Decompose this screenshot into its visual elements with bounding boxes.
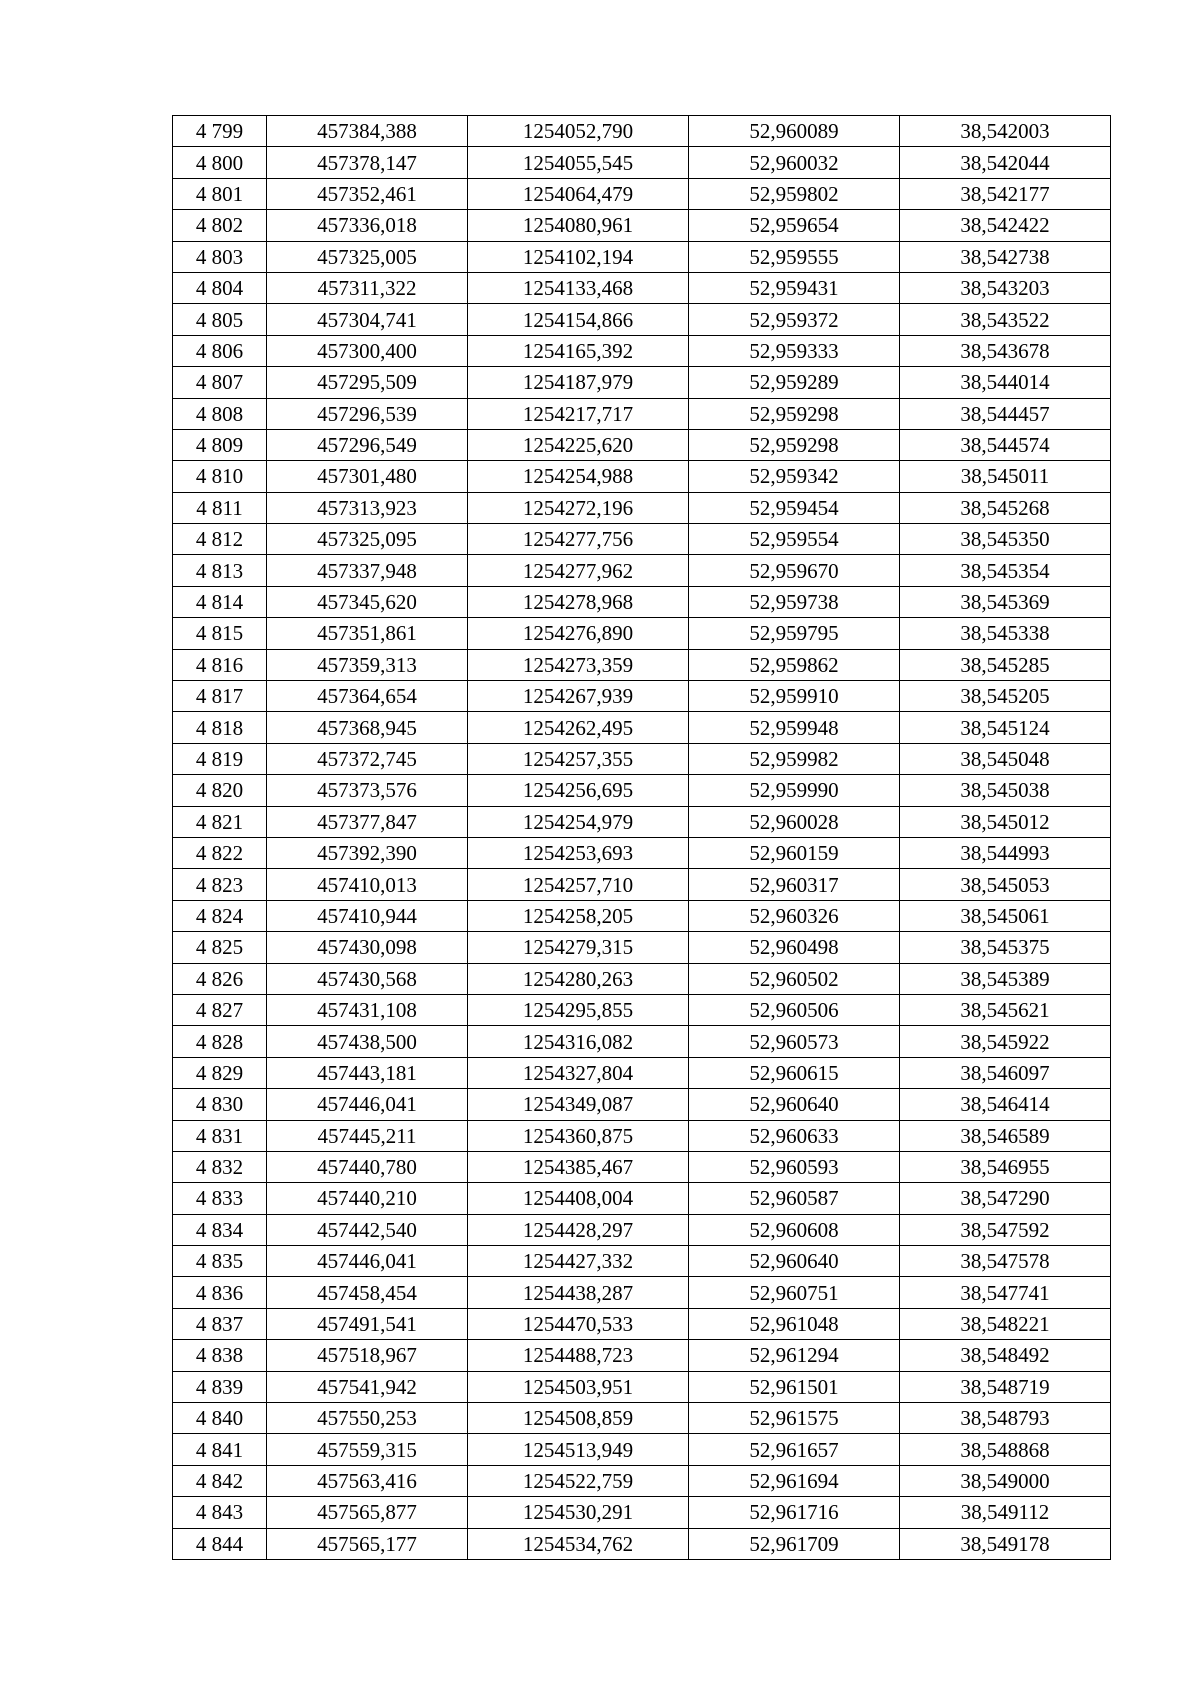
x-coordinate-cell: 457311,322 <box>267 272 468 303</box>
point-number-cell: 4 809 <box>173 429 267 460</box>
longitude-cell: 38,548793 <box>900 1403 1111 1434</box>
y-coordinate-cell: 1254102,194 <box>468 241 689 272</box>
x-coordinate-cell: 457445,211 <box>267 1120 468 1151</box>
latitude-cell: 52,959910 <box>689 681 900 712</box>
table-row <box>173 1308 1111 1339</box>
x-coordinate-cell: 457373,576 <box>267 775 468 806</box>
longitude-cell: 38,549112 <box>900 1497 1111 1528</box>
point-number-cell: 4 840 <box>173 1403 267 1434</box>
latitude-cell: 52,961048 <box>689 1308 900 1339</box>
table-row <box>173 1214 1111 1245</box>
table-row <box>173 1151 1111 1182</box>
longitude-cell: 38,546589 <box>900 1120 1111 1151</box>
point-number-cell: 4 844 <box>173 1528 267 1559</box>
point-number-cell: 4 816 <box>173 649 267 680</box>
table-row <box>173 994 1111 1025</box>
y-coordinate-cell: 1254385,467 <box>468 1151 689 1182</box>
table-row <box>173 1120 1111 1151</box>
longitude-cell: 38,545389 <box>900 963 1111 994</box>
point-number-cell: 4 821 <box>173 806 267 837</box>
x-coordinate-cell: 457313,923 <box>267 492 468 523</box>
point-number-cell: 4 835 <box>173 1246 267 1277</box>
longitude-cell: 38,545038 <box>900 775 1111 806</box>
x-coordinate-cell: 457430,098 <box>267 932 468 963</box>
x-coordinate-cell: 457430,568 <box>267 963 468 994</box>
point-number-cell: 4 841 <box>173 1434 267 1465</box>
latitude-cell: 52,960028 <box>689 806 900 837</box>
y-coordinate-cell: 1254427,332 <box>468 1246 689 1277</box>
point-number-cell: 4 830 <box>173 1089 267 1120</box>
table-row <box>173 210 1111 241</box>
x-coordinate-cell: 457563,416 <box>267 1465 468 1496</box>
latitude-cell: 52,960317 <box>689 869 900 900</box>
longitude-cell: 38,545350 <box>900 524 1111 555</box>
x-coordinate-cell: 457301,480 <box>267 461 468 492</box>
latitude-cell: 52,959333 <box>689 335 900 366</box>
table-row <box>173 1434 1111 1465</box>
table-row <box>173 178 1111 209</box>
latitude-cell: 52,959298 <box>689 429 900 460</box>
y-coordinate-cell: 1254273,359 <box>468 649 689 680</box>
table-row <box>173 461 1111 492</box>
latitude-cell: 52,960032 <box>689 147 900 178</box>
x-coordinate-cell: 457410,944 <box>267 900 468 931</box>
point-number-cell: 4 820 <box>173 775 267 806</box>
point-number-cell: 4 814 <box>173 586 267 617</box>
latitude-cell: 52,961501 <box>689 1371 900 1402</box>
y-coordinate-cell: 1254438,287 <box>468 1277 689 1308</box>
point-number-cell: 4 822 <box>173 837 267 868</box>
table-row <box>173 743 1111 774</box>
table-row <box>173 398 1111 429</box>
x-coordinate-cell: 457442,540 <box>267 1214 468 1245</box>
point-number-cell: 4 823 <box>173 869 267 900</box>
x-coordinate-cell: 457325,005 <box>267 241 468 272</box>
x-coordinate-cell: 457296,549 <box>267 429 468 460</box>
longitude-cell: 38,545621 <box>900 994 1111 1025</box>
longitude-cell: 38,548868 <box>900 1434 1111 1465</box>
latitude-cell: 52,959862 <box>689 649 900 680</box>
y-coordinate-cell: 1254257,710 <box>468 869 689 900</box>
y-coordinate-cell: 1254276,890 <box>468 618 689 649</box>
table-row <box>173 1465 1111 1496</box>
table-row <box>173 1340 1111 1371</box>
y-coordinate-cell: 1254272,196 <box>468 492 689 523</box>
x-coordinate-cell: 457458,454 <box>267 1277 468 1308</box>
x-coordinate-cell: 457364,654 <box>267 681 468 712</box>
table-row <box>173 1246 1111 1277</box>
latitude-cell: 52,960502 <box>689 963 900 994</box>
point-number-cell: 4 819 <box>173 743 267 774</box>
y-coordinate-cell: 1254253,693 <box>468 837 689 868</box>
latitude-cell: 52,959431 <box>689 272 900 303</box>
point-number-cell: 4 803 <box>173 241 267 272</box>
longitude-cell: 38,542044 <box>900 147 1111 178</box>
longitude-cell: 38,548719 <box>900 1371 1111 1402</box>
x-coordinate-cell: 457300,400 <box>267 335 468 366</box>
x-coordinate-cell: 457351,861 <box>267 618 468 649</box>
y-coordinate-cell: 1254280,263 <box>468 963 689 994</box>
point-number-cell: 4 837 <box>173 1308 267 1339</box>
longitude-cell: 38,545205 <box>900 681 1111 712</box>
latitude-cell: 52,960633 <box>689 1120 900 1151</box>
latitude-cell: 52,960751 <box>689 1277 900 1308</box>
longitude-cell: 38,545061 <box>900 900 1111 931</box>
longitude-cell: 38,544574 <box>900 429 1111 460</box>
point-number-cell: 4 833 <box>173 1183 267 1214</box>
table-row <box>173 837 1111 868</box>
y-coordinate-cell: 1254534,762 <box>468 1528 689 1559</box>
latitude-cell: 52,959298 <box>689 398 900 429</box>
table-row <box>173 618 1111 649</box>
y-coordinate-cell: 1254217,717 <box>468 398 689 429</box>
longitude-cell: 38,545922 <box>900 1026 1111 1057</box>
point-number-cell: 4 811 <box>173 492 267 523</box>
longitude-cell: 38,543522 <box>900 304 1111 335</box>
point-number-cell: 4 827 <box>173 994 267 1025</box>
y-coordinate-cell: 1254257,355 <box>468 743 689 774</box>
y-coordinate-cell: 1254279,315 <box>468 932 689 963</box>
table-row <box>173 869 1111 900</box>
x-coordinate-cell: 457431,108 <box>267 994 468 1025</box>
y-coordinate-cell: 1254349,087 <box>468 1089 689 1120</box>
y-coordinate-cell: 1254052,790 <box>468 116 689 147</box>
table-row <box>173 963 1111 994</box>
x-coordinate-cell: 457336,018 <box>267 210 468 241</box>
latitude-cell: 52,960615 <box>689 1057 900 1088</box>
x-coordinate-cell: 457518,967 <box>267 1340 468 1371</box>
y-coordinate-cell: 1254522,759 <box>468 1465 689 1496</box>
table-row <box>173 524 1111 555</box>
latitude-cell: 52,960640 <box>689 1089 900 1120</box>
longitude-cell: 38,542177 <box>900 178 1111 209</box>
point-number-cell: 4 801 <box>173 178 267 209</box>
longitude-cell: 38,542738 <box>900 241 1111 272</box>
latitude-cell: 52,959342 <box>689 461 900 492</box>
latitude-cell: 52,959554 <box>689 524 900 555</box>
y-coordinate-cell: 1254133,468 <box>468 272 689 303</box>
y-coordinate-cell: 1254254,979 <box>468 806 689 837</box>
latitude-cell: 52,960506 <box>689 994 900 1025</box>
longitude-cell: 38,546414 <box>900 1089 1111 1120</box>
table-row <box>173 900 1111 931</box>
x-coordinate-cell: 457440,210 <box>267 1183 468 1214</box>
x-coordinate-cell: 457446,041 <box>267 1089 468 1120</box>
point-number-cell: 4 799 <box>173 116 267 147</box>
x-coordinate-cell: 457372,745 <box>267 743 468 774</box>
y-coordinate-cell: 1254055,545 <box>468 147 689 178</box>
longitude-cell: 38,544457 <box>900 398 1111 429</box>
longitude-cell: 38,545048 <box>900 743 1111 774</box>
point-number-cell: 4 805 <box>173 304 267 335</box>
table-row <box>173 1528 1111 1559</box>
x-coordinate-cell: 457438,500 <box>267 1026 468 1057</box>
y-coordinate-cell: 1254508,859 <box>468 1403 689 1434</box>
longitude-cell: 38,545354 <box>900 555 1111 586</box>
latitude-cell: 52,961294 <box>689 1340 900 1371</box>
longitude-cell: 38,545012 <box>900 806 1111 837</box>
x-coordinate-cell: 457352,461 <box>267 178 468 209</box>
point-number-cell: 4 815 <box>173 618 267 649</box>
x-coordinate-cell: 457378,147 <box>267 147 468 178</box>
latitude-cell: 52,959795 <box>689 618 900 649</box>
latitude-cell: 52,960593 <box>689 1151 900 1182</box>
table-row <box>173 147 1111 178</box>
table-row <box>173 1183 1111 1214</box>
point-number-cell: 4 839 <box>173 1371 267 1402</box>
point-number-cell: 4 826 <box>173 963 267 994</box>
latitude-cell: 52,959802 <box>689 178 900 209</box>
point-number-cell: 4 818 <box>173 712 267 743</box>
y-coordinate-cell: 1254277,756 <box>468 524 689 555</box>
longitude-cell: 38,545011 <box>900 461 1111 492</box>
longitude-cell: 38,548221 <box>900 1308 1111 1339</box>
y-coordinate-cell: 1254295,855 <box>468 994 689 1025</box>
y-coordinate-cell: 1254154,866 <box>468 304 689 335</box>
table-row <box>173 681 1111 712</box>
table-row <box>173 649 1111 680</box>
point-number-cell: 4 800 <box>173 147 267 178</box>
table-row <box>173 1026 1111 1057</box>
table-row <box>173 775 1111 806</box>
y-coordinate-cell: 1254488,723 <box>468 1340 689 1371</box>
longitude-cell: 38,546955 <box>900 1151 1111 1182</box>
table-row <box>173 492 1111 523</box>
y-coordinate-cell: 1254428,297 <box>468 1214 689 1245</box>
latitude-cell: 52,960498 <box>689 932 900 963</box>
point-number-cell: 4 836 <box>173 1277 267 1308</box>
longitude-cell: 38,548492 <box>900 1340 1111 1371</box>
x-coordinate-cell: 457559,315 <box>267 1434 468 1465</box>
latitude-cell: 52,960573 <box>689 1026 900 1057</box>
point-number-cell: 4 807 <box>173 367 267 398</box>
x-coordinate-cell: 457565,877 <box>267 1497 468 1528</box>
x-coordinate-cell: 457337,948 <box>267 555 468 586</box>
table-row <box>173 429 1111 460</box>
latitude-cell: 52,960608 <box>689 1214 900 1245</box>
longitude-cell: 38,544993 <box>900 837 1111 868</box>
longitude-cell: 38,545285 <box>900 649 1111 680</box>
y-coordinate-cell: 1254225,620 <box>468 429 689 460</box>
y-coordinate-cell: 1254080,961 <box>468 210 689 241</box>
table-row <box>173 1277 1111 1308</box>
table-row <box>173 1403 1111 1434</box>
longitude-cell: 38,545369 <box>900 586 1111 617</box>
x-coordinate-cell: 457443,181 <box>267 1057 468 1088</box>
longitude-cell: 38,549000 <box>900 1465 1111 1496</box>
point-number-cell: 4 808 <box>173 398 267 429</box>
point-number-cell: 4 834 <box>173 1214 267 1245</box>
point-number-cell: 4 806 <box>173 335 267 366</box>
latitude-cell: 52,959372 <box>689 304 900 335</box>
point-number-cell: 4 828 <box>173 1026 267 1057</box>
point-number-cell: 4 812 <box>173 524 267 555</box>
x-coordinate-cell: 457377,847 <box>267 806 468 837</box>
point-number-cell: 4 838 <box>173 1340 267 1371</box>
latitude-cell: 52,960640 <box>689 1246 900 1277</box>
x-coordinate-cell: 457440,780 <box>267 1151 468 1182</box>
latitude-cell: 52,960587 <box>689 1183 900 1214</box>
longitude-cell: 38,545053 <box>900 869 1111 900</box>
point-number-cell: 4 817 <box>173 681 267 712</box>
latitude-cell: 52,961716 <box>689 1497 900 1528</box>
x-coordinate-cell: 457565,177 <box>267 1528 468 1559</box>
x-coordinate-cell: 457392,390 <box>267 837 468 868</box>
coordinates-table <box>172 115 1111 1560</box>
y-coordinate-cell: 1254327,804 <box>468 1057 689 1088</box>
x-coordinate-cell: 457345,620 <box>267 586 468 617</box>
latitude-cell: 52,959654 <box>689 210 900 241</box>
latitude-cell: 52,961575 <box>689 1403 900 1434</box>
longitude-cell: 38,545375 <box>900 932 1111 963</box>
latitude-cell: 52,961694 <box>689 1465 900 1496</box>
x-coordinate-cell: 457550,253 <box>267 1403 468 1434</box>
table-row <box>173 555 1111 586</box>
x-coordinate-cell: 457410,013 <box>267 869 468 900</box>
table-row <box>173 1057 1111 1088</box>
y-coordinate-cell: 1254262,495 <box>468 712 689 743</box>
x-coordinate-cell: 457359,313 <box>267 649 468 680</box>
y-coordinate-cell: 1254278,968 <box>468 586 689 617</box>
longitude-cell: 38,547741 <box>900 1277 1111 1308</box>
x-coordinate-cell: 457384,388 <box>267 116 468 147</box>
x-coordinate-cell: 457368,945 <box>267 712 468 743</box>
latitude-cell: 52,959454 <box>689 492 900 523</box>
latitude-cell: 52,961657 <box>689 1434 900 1465</box>
y-coordinate-cell: 1254513,949 <box>468 1434 689 1465</box>
latitude-cell: 52,959738 <box>689 586 900 617</box>
point-number-cell: 4 843 <box>173 1497 267 1528</box>
x-coordinate-cell: 457491,541 <box>267 1308 468 1339</box>
coordinates-table-body <box>173 116 1111 1560</box>
longitude-cell: 38,547290 <box>900 1183 1111 1214</box>
longitude-cell: 38,543203 <box>900 272 1111 303</box>
point-number-cell: 4 831 <box>173 1120 267 1151</box>
latitude-cell: 52,960089 <box>689 116 900 147</box>
longitude-cell: 38,549178 <box>900 1528 1111 1559</box>
longitude-cell: 38,543678 <box>900 335 1111 366</box>
latitude-cell: 52,959289 <box>689 367 900 398</box>
y-coordinate-cell: 1254316,082 <box>468 1026 689 1057</box>
y-coordinate-cell: 1254530,291 <box>468 1497 689 1528</box>
y-coordinate-cell: 1254408,004 <box>468 1183 689 1214</box>
table-row <box>173 586 1111 617</box>
latitude-cell: 52,959982 <box>689 743 900 774</box>
longitude-cell: 38,547578 <box>900 1246 1111 1277</box>
table-row <box>173 241 1111 272</box>
point-number-cell: 4 825 <box>173 932 267 963</box>
y-coordinate-cell: 1254187,979 <box>468 367 689 398</box>
y-coordinate-cell: 1254277,962 <box>468 555 689 586</box>
y-coordinate-cell: 1254470,533 <box>468 1308 689 1339</box>
table-row <box>173 1371 1111 1402</box>
y-coordinate-cell: 1254258,205 <box>468 900 689 931</box>
longitude-cell: 38,545338 <box>900 618 1111 649</box>
x-coordinate-cell: 457325,095 <box>267 524 468 555</box>
table-row <box>173 932 1111 963</box>
longitude-cell: 38,544014 <box>900 367 1111 398</box>
table-row <box>173 367 1111 398</box>
longitude-cell: 38,546097 <box>900 1057 1111 1088</box>
y-coordinate-cell: 1254165,392 <box>468 335 689 366</box>
y-coordinate-cell: 1254254,988 <box>468 461 689 492</box>
point-number-cell: 4 810 <box>173 461 267 492</box>
x-coordinate-cell: 457295,509 <box>267 367 468 398</box>
longitude-cell: 38,542003 <box>900 116 1111 147</box>
table-row <box>173 272 1111 303</box>
point-number-cell: 4 802 <box>173 210 267 241</box>
y-coordinate-cell: 1254360,875 <box>468 1120 689 1151</box>
point-number-cell: 4 832 <box>173 1151 267 1182</box>
latitude-cell: 52,959670 <box>689 555 900 586</box>
x-coordinate-cell: 457304,741 <box>267 304 468 335</box>
y-coordinate-cell: 1254256,695 <box>468 775 689 806</box>
table-row <box>173 806 1111 837</box>
y-coordinate-cell: 1254267,939 <box>468 681 689 712</box>
table-row <box>173 116 1111 147</box>
x-coordinate-cell: 457446,041 <box>267 1246 468 1277</box>
latitude-cell: 52,959555 <box>689 241 900 272</box>
x-coordinate-cell: 457296,539 <box>267 398 468 429</box>
x-coordinate-cell: 457541,942 <box>267 1371 468 1402</box>
latitude-cell: 52,960159 <box>689 837 900 868</box>
longitude-cell: 38,545124 <box>900 712 1111 743</box>
point-number-cell: 4 842 <box>173 1465 267 1496</box>
latitude-cell: 52,961709 <box>689 1528 900 1559</box>
latitude-cell: 52,959948 <box>689 712 900 743</box>
y-coordinate-cell: 1254503,951 <box>468 1371 689 1402</box>
table-row <box>173 1497 1111 1528</box>
point-number-cell: 4 804 <box>173 272 267 303</box>
point-number-cell: 4 824 <box>173 900 267 931</box>
y-coordinate-cell: 1254064,479 <box>468 178 689 209</box>
table-row <box>173 335 1111 366</box>
longitude-cell: 38,547592 <box>900 1214 1111 1245</box>
table-row <box>173 1089 1111 1120</box>
longitude-cell: 38,542422 <box>900 210 1111 241</box>
table-row <box>173 304 1111 335</box>
table-row <box>173 712 1111 743</box>
point-number-cell: 4 813 <box>173 555 267 586</box>
longitude-cell: 38,545268 <box>900 492 1111 523</box>
point-number-cell: 4 829 <box>173 1057 267 1088</box>
latitude-cell: 52,959990 <box>689 775 900 806</box>
latitude-cell: 52,960326 <box>689 900 900 931</box>
